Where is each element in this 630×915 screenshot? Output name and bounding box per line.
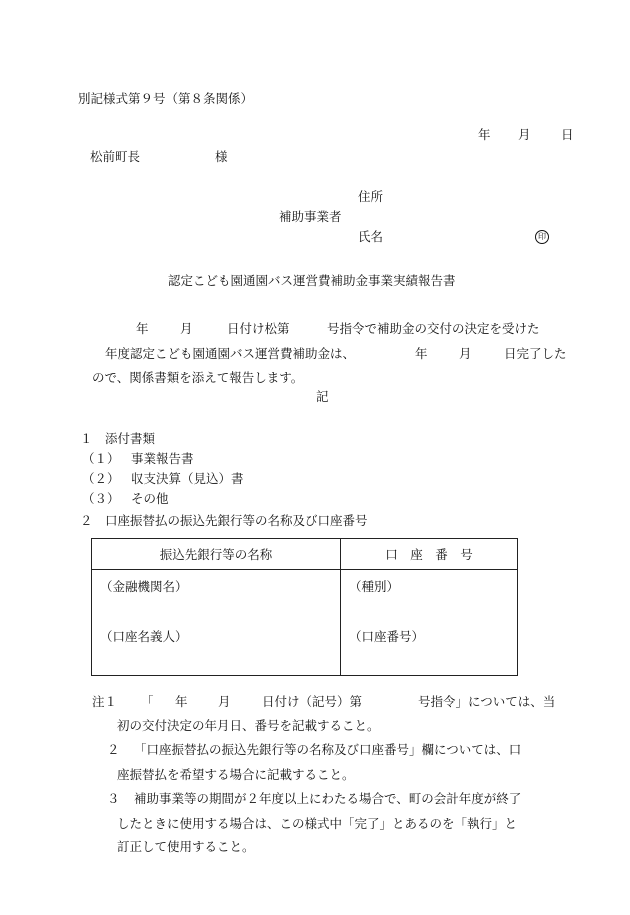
- section1-item-no: （３）: [82, 491, 120, 506]
- section1-item-text: 収支決算（見込）書: [131, 471, 244, 486]
- note3-label: ３: [107, 791, 120, 806]
- bank-name-cell[interactable]: [92, 570, 341, 676]
- bank-name-header: 振込先銀行等の名称: [92, 539, 341, 570]
- applicant-role: 補助事業者: [279, 209, 342, 224]
- section1-item-no: （２）: [82, 471, 120, 486]
- note1-month: 月: [218, 694, 231, 709]
- seal-mark: 印: [535, 230, 549, 244]
- addressee-name: 松前町長: [90, 149, 141, 164]
- form-number: 別記様式第９号（第８条関係）: [78, 91, 254, 106]
- body-dayref: 日付け松第: [227, 321, 290, 336]
- note1-year: 年: [175, 694, 188, 709]
- body-year-2: 年: [415, 346, 428, 361]
- account-type-label: （種別）: [349, 579, 400, 594]
- note3-line1: 補助事業等の期間が２年度以上にわたる場合で、町の会計年度が終了: [134, 791, 522, 806]
- note1-quote-open: 「: [141, 694, 154, 709]
- section1-item-no: （１）: [82, 451, 120, 466]
- date-day: 日: [561, 127, 574, 142]
- account-number-cell[interactable]: [341, 570, 518, 676]
- note2-label: ２: [107, 742, 120, 757]
- document-title: 認定こども園通園バス運営費補助金事業実績報告書: [168, 273, 456, 288]
- note1-label: 注１: [92, 694, 118, 709]
- addressee-suffix: 様: [215, 149, 228, 164]
- section1-item-text: その他: [131, 491, 169, 506]
- body-month-1: 月: [180, 321, 193, 336]
- section2-title: ２ 口座振替払の振込先銀行等の名称及び口座番号: [80, 513, 368, 528]
- note3-line2: したときに使用する場合は、この様式中「完了」とあるのを「執行」と: [117, 816, 518, 831]
- body-month-2: 月: [459, 346, 472, 361]
- note1-tail: 号指令」については、当: [418, 694, 556, 709]
- body-line2-tail: 日完了した: [504, 346, 567, 361]
- date-year: 年: [478, 127, 491, 142]
- account-number-label: （口座番号）: [349, 629, 425, 644]
- note1-line2: 初の交付決定の年月日、番号を記載すること。: [117, 718, 380, 733]
- section1-title: １ 添付書類: [80, 431, 156, 446]
- body-line3: ので、関係書類を添えて報告します。: [92, 370, 304, 385]
- ki-mark: 記: [316, 389, 329, 404]
- note2-line2: 座振替払を希望する場合に記載すること。: [117, 767, 355, 782]
- note1-mid: 日付け（記号）第: [262, 694, 363, 709]
- body-line1-tail: 号指令で補助金の交付の決定を受けた: [327, 321, 540, 336]
- account-holder-label: （口座名義人）: [100, 629, 188, 644]
- account-number-header: 口 座 番 号: [341, 539, 518, 570]
- name-label: 氏名: [358, 229, 384, 244]
- body-line2-head: 年度認定こども園通園バス運営費補助金は、: [105, 346, 356, 361]
- body-year-1: 年: [136, 321, 149, 336]
- section1-item-text: 事業報告書: [131, 451, 194, 466]
- bank-account-table: [91, 538, 518, 676]
- note3-line3: 訂正して使用すること。: [117, 839, 255, 854]
- note2-line1: 「口座振替払の振込先銀行等の名称及び口座番号」欄については、口: [134, 742, 522, 757]
- date-month: 月: [518, 127, 531, 142]
- institution-name-label: （金融機関名）: [100, 579, 188, 594]
- address-label: 住所: [358, 189, 384, 204]
